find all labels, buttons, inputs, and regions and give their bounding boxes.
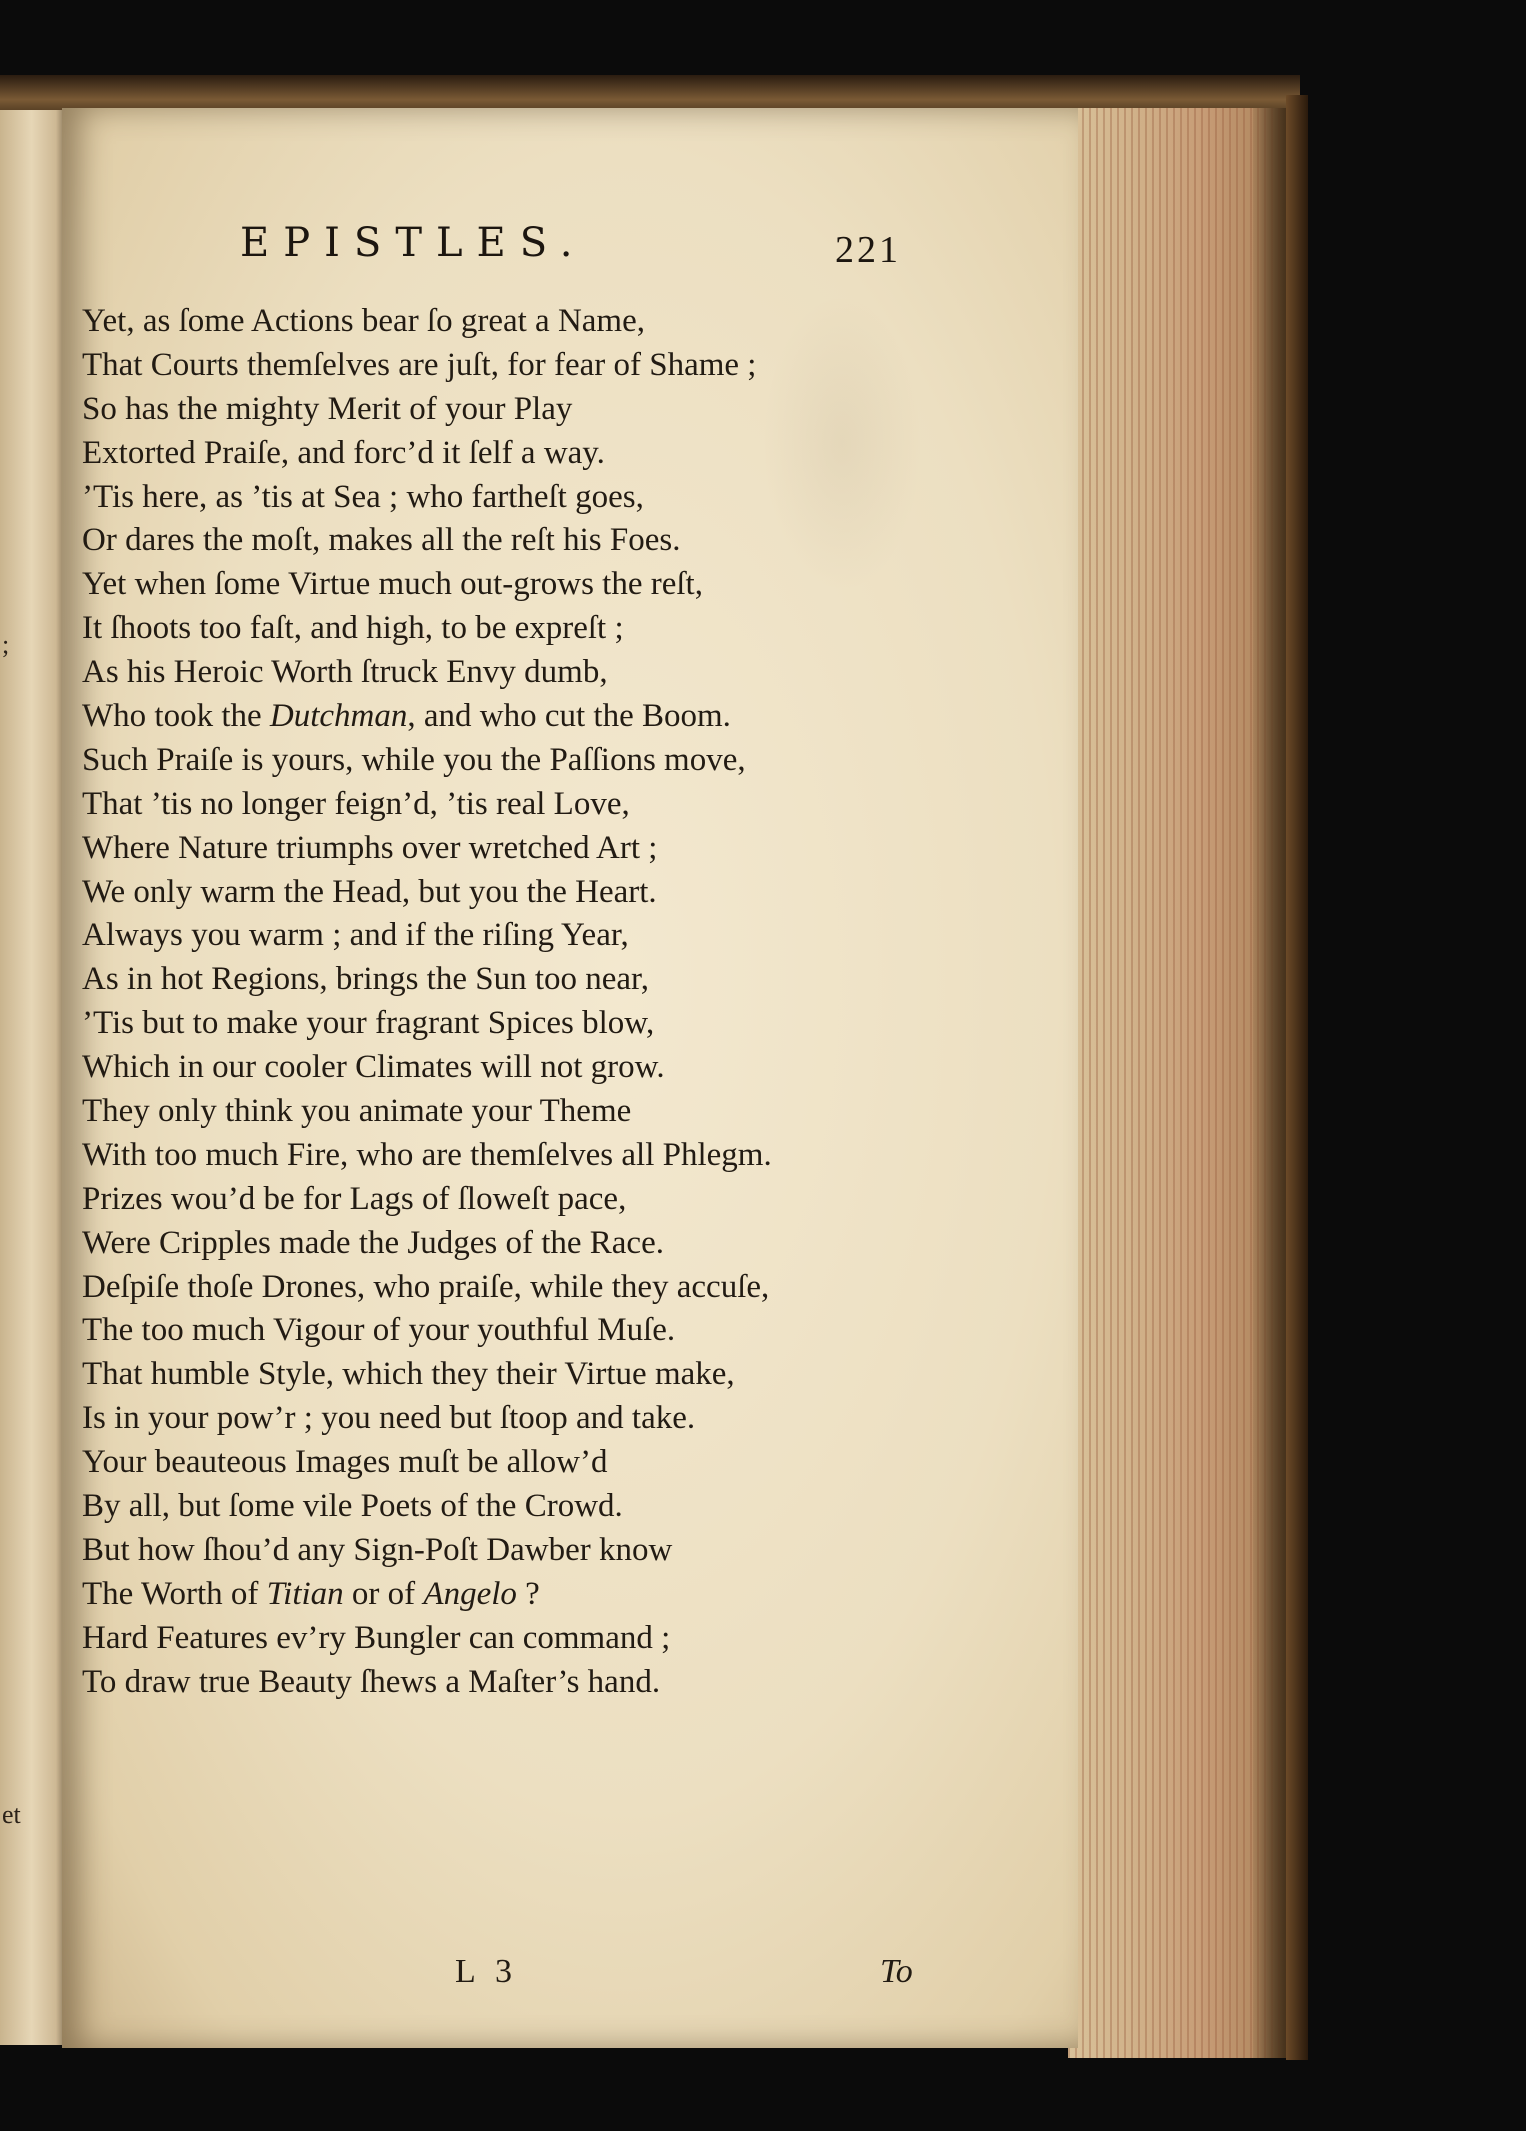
verse-line: As in hot Regions, brings the Sun too near, (82, 961, 649, 998)
verse-line: The too much Vigour of your youthful Muſe. (82, 1312, 676, 1349)
verse-line: Yet when ſome Virtue much out-grows the reſt, (82, 566, 703, 603)
verse-line: By all, but ſome vile Poets of the Crowd. (82, 1488, 623, 1525)
book-cover-edge (1286, 95, 1308, 2060)
verse-line: Yet, as ſome Actions bear ſo great a Name, (82, 303, 645, 339)
page-number: 221 (835, 229, 901, 271)
verse-line: ’Tis but to make your fragrant Spices blow, (82, 1005, 655, 1042)
page-block-edges (1068, 108, 1293, 2058)
verse-line: Or dares the moſt, makes all the reſt his Foes. (82, 522, 681, 559)
verse-line: Where Nature triumphs over wretched Art ; (82, 829, 658, 866)
running-head: EPISTLES. (240, 220, 587, 266)
verse-line: They only think you animate your Theme (82, 1093, 632, 1130)
signature-mark: L 3 (455, 1953, 519, 1990)
verse-line: That humble Style, which they their Virtue make, (82, 1356, 735, 1393)
verse-line: With too much Fire, who are themſelves all Phlegm. (82, 1136, 772, 1173)
verse-line: It ſhoots too faſt, and high, to be expreſt ; (82, 610, 624, 647)
verse-fragment: , and who cut the Boom. (407, 698, 731, 735)
left-page-fragment: ; (2, 630, 10, 659)
verse-line: ’Tis here, as ’tis at Sea ; who fartheſt goes, (82, 478, 644, 515)
verse-line (82, 1573, 982, 1617)
verse-line: Hard Features ev’ry Bungler can command ; (82, 1619, 671, 1656)
verse-fragment: ? (516, 1575, 540, 1612)
verse-line: Deſpiſe thoſe Drones, who praiſe, while they accuſe, (82, 1268, 770, 1305)
verse-line: Is in your pow’r ; you need but ſtoop and take. (82, 1400, 696, 1437)
verse-fragment: or of (343, 1575, 424, 1612)
italic-name: Titian (266, 1575, 344, 1612)
verse-line: That ’tis no longer feign’d, ’tis real Love, (82, 785, 630, 822)
italic-name: Dutchman (269, 698, 408, 735)
verse-line: Your beauteous Images muſt be allow’d (82, 1444, 608, 1481)
verse-fragment: Who took the (82, 698, 270, 735)
verse-line: Such Praiſe is yours, while you the Paſſions move, (82, 741, 746, 778)
verse-line: So has the mighty Merit of your Play (82, 390, 573, 427)
left-page-fragment: et (2, 1800, 21, 1829)
verse-line: Prizes wou’d be for Lags of ſloweſt pace, (82, 1180, 627, 1217)
catchword: To (880, 1953, 913, 1990)
verse-line: To draw true Beauty ſhews a Maſter’s hand. (82, 1663, 661, 1700)
verse-line: But how ſhou’d any Sign-Poſt Dawber know (82, 1531, 673, 1568)
verse-fragment: The Worth of (82, 1575, 267, 1612)
verse-text (82, 300, 982, 1705)
verse-line (82, 695, 982, 739)
italic-name: Angelo (423, 1575, 517, 1612)
verse-line: That Courts themſelves are juſt, for fear of Shame ; (82, 346, 757, 383)
verse-line: Which in our cooler Climates will not grow. (82, 1049, 665, 1086)
left-page-edge (0, 110, 70, 2045)
verse-line: Extorted Praiſe, and forc’d it ſelf a way. (82, 434, 605, 471)
verse-line: As his Heroic Worth ſtruck Envy dumb, (82, 654, 608, 691)
verse-line: Were Cripples made the Judges of the Race. (82, 1224, 664, 1261)
verse-line: We only warm the Head, but you the Heart. (82, 873, 657, 910)
verse-line: Always you warm ; and if the riſing Year, (82, 917, 629, 954)
